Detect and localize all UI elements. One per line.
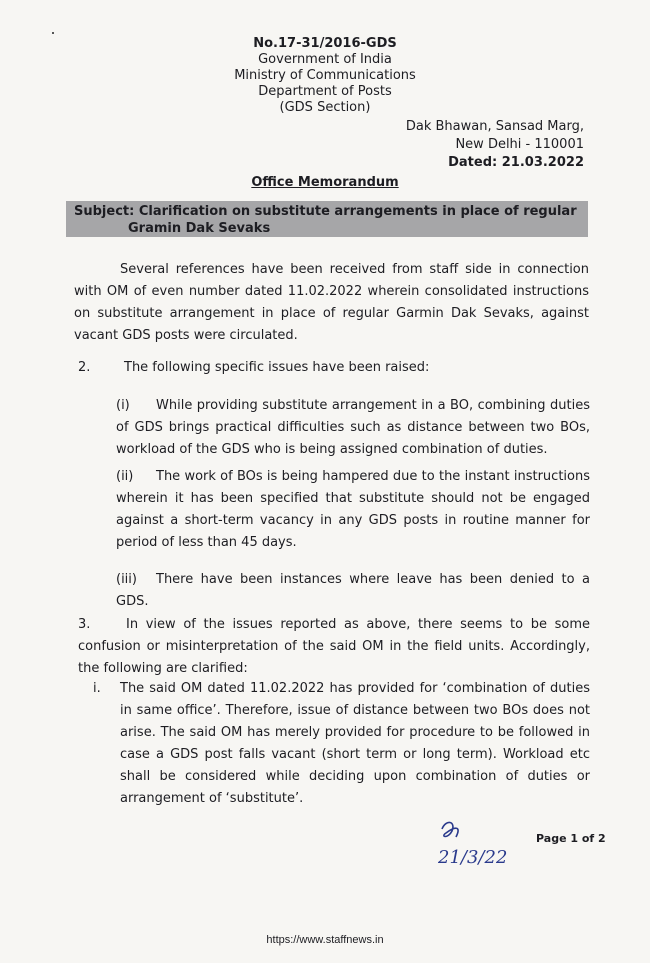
issue-iii-text: There have been instances where leave has been denied to a GDS.: [116, 572, 590, 609]
address-line-2: New Delhi - 110001: [455, 137, 584, 152]
issue-ii-text: The work of BOs is being hampered due to the instant instructions wherein it has been specified that substitute should not be engaged against a short-term vacancy in any GDS posts in routine manner for period of less than 45 days.: [116, 469, 590, 550]
scan-speck: [52, 32, 54, 34]
issue-i-number: (i): [116, 398, 130, 413]
address-line-1: Dak Bhawan, Sansad Marg,: [405, 119, 584, 134]
subject-line-1: Subject: Clarification on substitute arrangements in place of regular: [74, 204, 577, 219]
dated-label: Dated:: [448, 155, 498, 170]
clarification-i-text: The said OM dated 11.02.2022 has provided for ‘combination of duties in same office’. Therefore, issue of distance between two BOs does not arise. The said OM has merely provided for procedure to be followed in case a GDS post falls vacant (short term or long term). Workload etc shall be considered while deciding upon combination of duties or arrangement of ‘substitute’.: [120, 681, 590, 806]
page-number: Page 1 of 2: [536, 832, 606, 845]
subject-line-2: Gramin Dak Sevaks: [128, 221, 271, 236]
clarification-i-number: i.: [93, 681, 101, 696]
handwritten-signature: [432, 815, 532, 877]
issue-ii-number: (ii): [116, 469, 134, 484]
ministry-name: Ministry of Communications: [234, 68, 416, 83]
footer-url[interactable]: https://www.staffnews.in: [266, 934, 384, 946]
para-2-number: 2.: [78, 360, 91, 375]
dated-value: 21.03.2022: [501, 155, 584, 170]
signature-date: 21/3/22: [438, 847, 508, 868]
section-name: (GDS Section): [279, 100, 371, 115]
govt-name: Government of India: [258, 52, 392, 67]
intro-paragraph: Several references have been received from staff side in connection with OM of even number dated 11.02.2022 wherein consolidated instructions on substitute arrangement in place of regular Garmin Dak Sevaks, against vacant GDS posts were circulated.: [74, 262, 589, 343]
memo-title: Office Memorandum: [251, 175, 399, 190]
issue-i: [116, 395, 590, 461]
para-3-number: 3.: [78, 617, 91, 632]
address-block: [406, 118, 584, 172]
issue-iii-number: (iii): [116, 572, 137, 587]
para-2-text: The following specific issues have been raised:: [124, 360, 430, 375]
file-number: No.17-31/2016-GDS: [253, 36, 397, 51]
department-name: Department of Posts: [258, 84, 392, 99]
letterhead: [0, 36, 650, 116]
para-3-text: In view of the issues reported as above, there seems to be some confusion or misinterpretation of the said OM in the field units. Accordingly, the following are clarified:: [78, 617, 590, 676]
dated-line: [406, 154, 584, 172]
issue-i-text: While providing substitute arrangement in a BO, combining duties of GDS brings practical difficulties such as distance between two BOs, workload of the GDS who is being assigned combination of duties.: [116, 398, 590, 457]
issue-iii: [116, 569, 590, 613]
subject-box: [66, 201, 588, 237]
issue-ii: [116, 466, 590, 554]
